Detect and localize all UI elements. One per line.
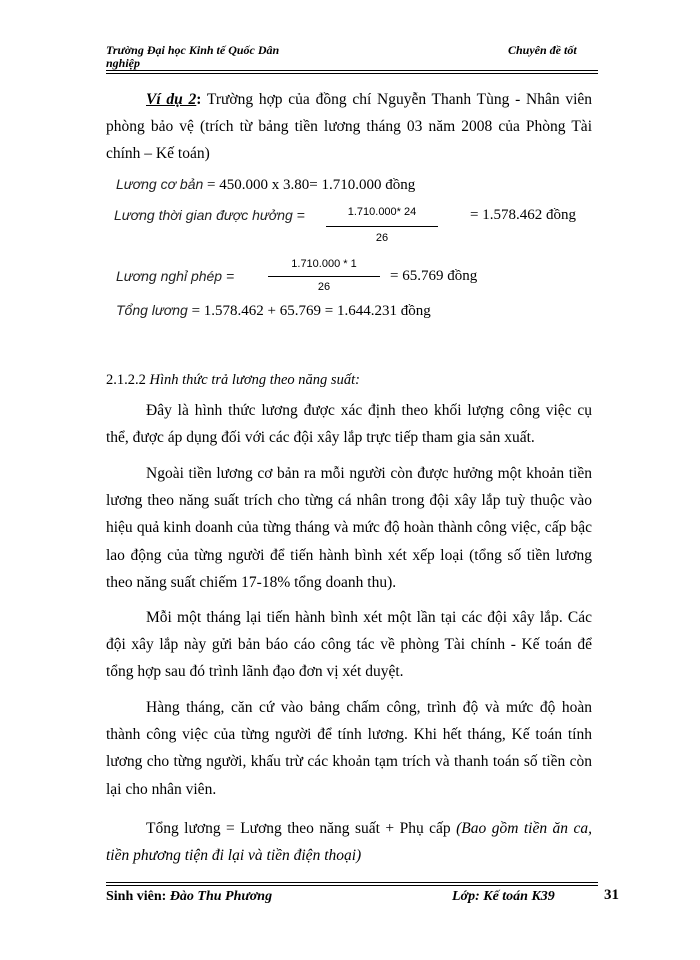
formula-time-salary-label: Lương thời gian được hưởng = (114, 207, 305, 223)
fraction-bar (326, 226, 438, 227)
header-rule (106, 70, 598, 71)
formula-time-salary-numerator: 1.710.000* 24 (347, 206, 417, 218)
footer-student-name: Đào Thu Phương (169, 889, 273, 904)
example-label: Ví dụ 2 (146, 91, 197, 108)
footer-student-label: Sinh viên: (106, 889, 170, 904)
example-paragraph: Ví dụ 2: Trường hợp của đồng chí Nguyễn Thanh Tùng - Nhân viên phòng bảo vệ (trích từ bảng tiền lương tháng 03 năm 2008 của Phòng Tài chính – Kế toán) (106, 91, 593, 163)
page-number: 31 (604, 887, 619, 903)
header-rule-double (106, 73, 598, 74)
formula-leave-salary-result: = 65.769 đồng (390, 268, 478, 284)
formula-total-salary (116, 302, 431, 320)
formula-base-salary (116, 176, 415, 194)
formula-leave-salary-denominator: 26 (317, 281, 331, 293)
fraction-bar (268, 276, 380, 277)
body-paragraph-5 (106, 815, 592, 869)
header-school-name: Trường Đại học Kinh tế Quốc Dân (106, 43, 280, 57)
footer-student (106, 889, 272, 905)
body-paragraph-4: Hàng tháng, căn cứ vào bảng chấm công, trình độ và mức độ hoàn thành công việc của từng người để tính lương. Khi hết tháng, Kế toán tính lương cho từng người, khấu trừ các khoản tạm trích và thanh toán số tiền còn lại cho nhân viên. (106, 699, 592, 798)
body-paragraph-2: Ngoài tiền lương cơ bản ra mỗi người còn được hưởng một khoản tiền lương theo năng suất trích cho từng cá nhân trong đội xây lắp tuỳ thuộc vào hiệu quả kinh doanh của từng tháng và mức độ hoàn thành công việc, cấp bậc lao động của từng người để tiến hành bình xét xếp loại (tổng số tiền lương theo năng suất chiếm 17-18% tổng doanh thu). (106, 465, 592, 591)
section-heading (106, 372, 360, 389)
formula-time-salary-result: = 1.578.462 đồng (470, 207, 576, 223)
body-paragraph-1: Đây là hình thức lương được xác định theo khối lượng công việc cụ thể, được áp dụng đối với các đội xây lắp trực tiếp tham gia sản xuất. (106, 402, 592, 447)
footer-class: Lớp: Kế toán K39 (452, 889, 555, 904)
section-title: Hình thức trả lương theo năng suất: (149, 372, 360, 388)
allowance-note: (Bao gồm tiền ăn ca, tiền phương tiện đi lại và tiền điện thoại) (106, 820, 592, 865)
formula-total-salary-expr: = 1.578.462 + 65.769 = 1.644.231 đồng (187, 303, 431, 319)
footer-rule (106, 882, 598, 883)
total-salary-formula-text: Tổng lương = Lương theo năng suất + Phụ cấp (146, 820, 457, 837)
formula-time-salary-denominator: 26 (375, 232, 389, 244)
footer-rule-double (106, 885, 598, 886)
example-text: Trường hợp của đồng chí Nguyễn Thanh Tùng - Nhân viên phòng bảo vệ (trích từ bảng tiền lương tháng 03 năm 2008 của Phòng Tài chính – Kế toán) (106, 91, 593, 163)
header-document-title: Chuyên đề tốt (508, 43, 577, 57)
formula-total-salary-label: Tổng lương (116, 302, 188, 318)
formula-leave-salary-numerator: 1.710.000 * 1 (291, 258, 357, 270)
formula-leave-salary-label: Lương nghỉ phép = (116, 268, 235, 284)
formula-base-salary-expr: = 450.000 x 3.80= 1.710.000 đồng (203, 177, 416, 193)
body-paragraph-3: Mỗi một tháng lại tiến hành bình xét một lần tại các đội xây lắp. Các đội xây lắp này gửi bản báo cáo công tác về phòng Tài chính - Kế toán để tổng hợp sau đó trình lãnh đạo đơn vị xét duyệt. (106, 609, 592, 681)
formula-base-salary-label: Lương cơ bản (116, 176, 204, 192)
section-number: 2.1.2.2 (106, 372, 146, 388)
header-school-name-continued: nghiệp (106, 56, 141, 70)
